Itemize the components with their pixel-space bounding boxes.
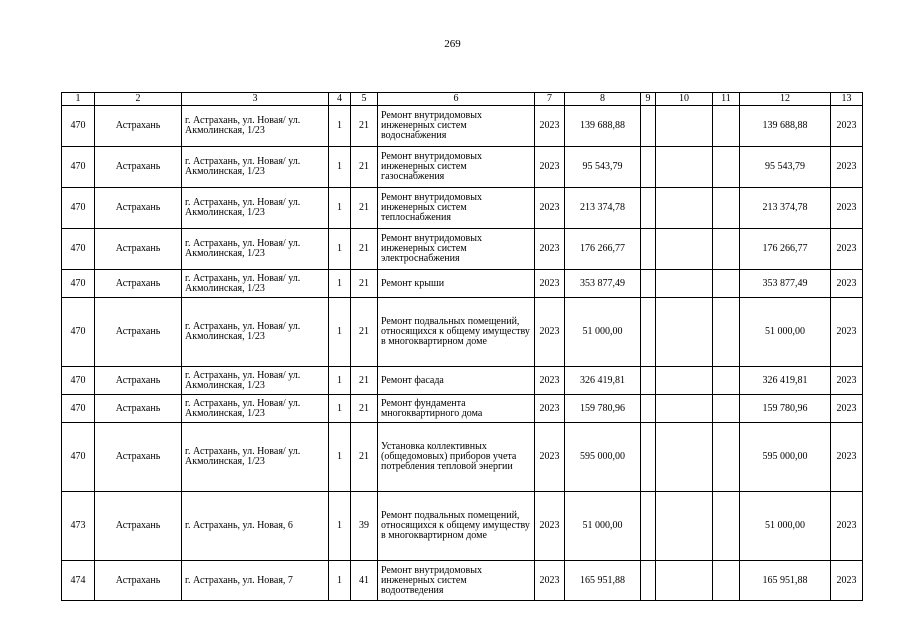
col5-value-cell: 21: [351, 229, 378, 270]
work-type-cell: Ремонт внутридомовых инженерных систем электроснабжения: [378, 229, 535, 270]
col9-value-cell: [641, 270, 656, 298]
completion-year-cell: 2023: [831, 561, 863, 601]
col11-value-cell: [713, 367, 740, 395]
settlement-cell: Астрахань: [95, 395, 182, 423]
cost-total-cell: 326 419,81: [565, 367, 641, 395]
col10-value-cell: [656, 270, 713, 298]
settlement-cell: Астрахань: [95, 492, 182, 561]
address-cell: г. Астрахань, ул. Новая, 6: [182, 492, 329, 561]
column-header-3: 3: [182, 93, 329, 106]
planned-year-cell: 2023: [535, 492, 565, 561]
work-type-cell: Ремонт внутридомовых инженерных систем водоснабжения: [378, 106, 535, 147]
col9-value-cell: [641, 492, 656, 561]
completion-year-cell: 2023: [831, 298, 863, 367]
address-cell: г. Астрахань, ул. Новая/ ул. Акмолинская, 1/23: [182, 367, 329, 395]
completion-year-cell: 2023: [831, 395, 863, 423]
table-row: [62, 147, 863, 188]
cost-fund-cell: 176 266,77: [740, 229, 831, 270]
work-type-cell: Ремонт подвальных помещений, относящихся к общему имуществу в многоквартирном доме: [378, 298, 535, 367]
row-number-cell: 470: [62, 147, 95, 188]
column-header-10: 10: [656, 93, 713, 106]
settlement-cell: Астрахань: [95, 229, 182, 270]
col9-value-cell: [641, 106, 656, 147]
work-type-cell: Установка коллективных (общедомовых) приборов учета потребления тепловой энергии: [378, 423, 535, 492]
address-cell: г. Астрахань, ул. Новая/ ул. Акмолинская, 1/23: [182, 188, 329, 229]
col4-value-cell: 1: [329, 561, 351, 601]
cost-total-cell: 595 000,00: [565, 423, 641, 492]
cost-total-cell: 51 000,00: [565, 492, 641, 561]
col5-value-cell: 21: [351, 423, 378, 492]
cost-fund-cell: 353 877,49: [740, 270, 831, 298]
col5-value-cell: 21: [351, 298, 378, 367]
col11-value-cell: [713, 561, 740, 601]
col10-value-cell: [656, 367, 713, 395]
col4-value-cell: 1: [329, 147, 351, 188]
table-row: [62, 492, 863, 561]
planned-year-cell: 2023: [535, 423, 565, 492]
cost-fund-cell: 213 374,78: [740, 188, 831, 229]
column-header-8: 8: [565, 93, 641, 106]
col10-value-cell: [656, 106, 713, 147]
page-number: 269: [444, 38, 461, 50]
col9-value-cell: [641, 298, 656, 367]
col5-value-cell: 41: [351, 561, 378, 601]
col5-value-cell: 21: [351, 188, 378, 229]
work-type-cell: Ремонт внутридомовых инженерных систем газоснабжения: [378, 147, 535, 188]
column-header-12: 12: [740, 93, 831, 106]
col9-value-cell: [641, 561, 656, 601]
work-type-cell: Ремонт фундамента многоквартирного дома: [378, 395, 535, 423]
completion-year-cell: 2023: [831, 106, 863, 147]
col11-value-cell: [713, 106, 740, 147]
column-header-11: 11: [713, 93, 740, 106]
col9-value-cell: [641, 188, 656, 229]
col9-value-cell: [641, 423, 656, 492]
completion-year-cell: 2023: [831, 492, 863, 561]
column-header-4: 4: [329, 93, 351, 106]
table-row: [62, 298, 863, 367]
col4-value-cell: 1: [329, 492, 351, 561]
col11-value-cell: [713, 147, 740, 188]
col9-value-cell: [641, 229, 656, 270]
work-type-cell: Ремонт внутридомовых инженерных систем теплоснабжения: [378, 188, 535, 229]
col5-value-cell: 21: [351, 147, 378, 188]
repair-schedule-table: [61, 92, 863, 601]
completion-year-cell: 2023: [831, 229, 863, 270]
table-row: [62, 229, 863, 270]
table-row: [62, 561, 863, 601]
address-cell: г. Астрахань, ул. Новая/ ул. Акмолинская, 1/23: [182, 423, 329, 492]
col9-value-cell: [641, 395, 656, 423]
table-row: [62, 188, 863, 229]
col5-value-cell: 21: [351, 270, 378, 298]
cost-fund-cell: 326 419,81: [740, 367, 831, 395]
col10-value-cell: [656, 147, 713, 188]
col4-value-cell: 1: [329, 188, 351, 229]
column-header-7: 7: [535, 93, 565, 106]
cost-total-cell: 213 374,78: [565, 188, 641, 229]
work-type-cell: Ремонт внутридомовых инженерных систем водоотведения: [378, 561, 535, 601]
address-cell: г. Астрахань, ул. Новая/ ул. Акмолинская, 1/23: [182, 270, 329, 298]
planned-year-cell: 2023: [535, 367, 565, 395]
row-number-cell: 473: [62, 492, 95, 561]
cost-total-cell: 165 951,88: [565, 561, 641, 601]
settlement-cell: Астрахань: [95, 270, 182, 298]
col4-value-cell: 1: [329, 367, 351, 395]
col4-value-cell: 1: [329, 298, 351, 367]
column-header-2: 2: [95, 93, 182, 106]
cost-fund-cell: 165 951,88: [740, 561, 831, 601]
settlement-cell: Астрахань: [95, 106, 182, 147]
cost-total-cell: 159 780,96: [565, 395, 641, 423]
cost-total-cell: 51 000,00: [565, 298, 641, 367]
settlement-cell: Астрахань: [95, 188, 182, 229]
settlement-cell: Астрахань: [95, 147, 182, 188]
settlement-cell: Астрахань: [95, 423, 182, 492]
work-type-cell: Ремонт фасада: [378, 367, 535, 395]
planned-year-cell: 2023: [535, 561, 565, 601]
col10-value-cell: [656, 188, 713, 229]
col10-value-cell: [656, 395, 713, 423]
address-cell: г. Астрахань, ул. Новая/ ул. Акмолинская, 1/23: [182, 106, 329, 147]
completion-year-cell: 2023: [831, 147, 863, 188]
work-type-cell: Ремонт крыши: [378, 270, 535, 298]
col10-value-cell: [656, 492, 713, 561]
row-number-cell: 470: [62, 188, 95, 229]
address-cell: г. Астрахань, ул. Новая/ ул. Акмолинская, 1/23: [182, 229, 329, 270]
planned-year-cell: 2023: [535, 106, 565, 147]
cost-fund-cell: 159 780,96: [740, 395, 831, 423]
table-body: [62, 106, 863, 601]
table-row: [62, 106, 863, 147]
col10-value-cell: [656, 298, 713, 367]
col5-value-cell: 21: [351, 106, 378, 147]
cost-total-cell: 139 688,88: [565, 106, 641, 147]
completion-year-cell: 2023: [831, 270, 863, 298]
work-type-cell: Ремонт подвальных помещений, относящихся к общему имуществу в многоквартирном доме: [378, 492, 535, 561]
cost-fund-cell: 139 688,88: [740, 106, 831, 147]
col5-value-cell: 21: [351, 395, 378, 423]
table-row: [62, 270, 863, 298]
column-number-row: [62, 93, 863, 106]
row-number-cell: 470: [62, 270, 95, 298]
cost-total-cell: 353 877,49: [565, 270, 641, 298]
table-row: [62, 423, 863, 492]
col11-value-cell: [713, 423, 740, 492]
column-header-9: 9: [641, 93, 656, 106]
address-cell: г. Астрахань, ул. Новая, 7: [182, 561, 329, 601]
col11-value-cell: [713, 492, 740, 561]
cost-total-cell: 95 543,79: [565, 147, 641, 188]
col10-value-cell: [656, 229, 713, 270]
col4-value-cell: 1: [329, 106, 351, 147]
col5-value-cell: 21: [351, 367, 378, 395]
planned-year-cell: 2023: [535, 395, 565, 423]
completion-year-cell: 2023: [831, 367, 863, 395]
col4-value-cell: 1: [329, 395, 351, 423]
row-number-cell: 470: [62, 367, 95, 395]
settlement-cell: Астрахань: [95, 367, 182, 395]
column-header-13: 13: [831, 93, 863, 106]
row-number-cell: 474: [62, 561, 95, 601]
col9-value-cell: [641, 147, 656, 188]
col9-value-cell: [641, 367, 656, 395]
col10-value-cell: [656, 423, 713, 492]
col11-value-cell: [713, 229, 740, 270]
cost-fund-cell: 51 000,00: [740, 298, 831, 367]
col5-value-cell: 39: [351, 492, 378, 561]
col4-value-cell: 1: [329, 229, 351, 270]
column-header-6: 6: [378, 93, 535, 106]
address-cell: г. Астрахань, ул. Новая/ ул. Акмолинская, 1/23: [182, 395, 329, 423]
col11-value-cell: [713, 270, 740, 298]
cost-fund-cell: 51 000,00: [740, 492, 831, 561]
address-cell: г. Астрахань, ул. Новая/ ул. Акмолинская, 1/23: [182, 298, 329, 367]
row-number-cell: 470: [62, 298, 95, 367]
col11-value-cell: [713, 188, 740, 229]
planned-year-cell: 2023: [535, 229, 565, 270]
completion-year-cell: 2023: [831, 188, 863, 229]
col11-value-cell: [713, 298, 740, 367]
table-row: [62, 395, 863, 423]
cost-fund-cell: 595 000,00: [740, 423, 831, 492]
cost-total-cell: 176 266,77: [565, 229, 641, 270]
planned-year-cell: 2023: [535, 298, 565, 367]
col11-value-cell: [713, 395, 740, 423]
planned-year-cell: 2023: [535, 188, 565, 229]
col10-value-cell: [656, 561, 713, 601]
address-cell: г. Астрахань, ул. Новая/ ул. Акмолинская, 1/23: [182, 147, 329, 188]
planned-year-cell: 2023: [535, 270, 565, 298]
row-number-cell: 470: [62, 395, 95, 423]
cost-fund-cell: 95 543,79: [740, 147, 831, 188]
planned-year-cell: 2023: [535, 147, 565, 188]
col4-value-cell: 1: [329, 270, 351, 298]
completion-year-cell: 2023: [831, 423, 863, 492]
settlement-cell: Астрахань: [95, 298, 182, 367]
table-row: [62, 367, 863, 395]
row-number-cell: 470: [62, 423, 95, 492]
column-header-5: 5: [351, 93, 378, 106]
row-number-cell: 470: [62, 106, 95, 147]
row-number-cell: 470: [62, 229, 95, 270]
settlement-cell: Астрахань: [95, 561, 182, 601]
column-header-1: 1: [62, 93, 95, 106]
col4-value-cell: 1: [329, 423, 351, 492]
